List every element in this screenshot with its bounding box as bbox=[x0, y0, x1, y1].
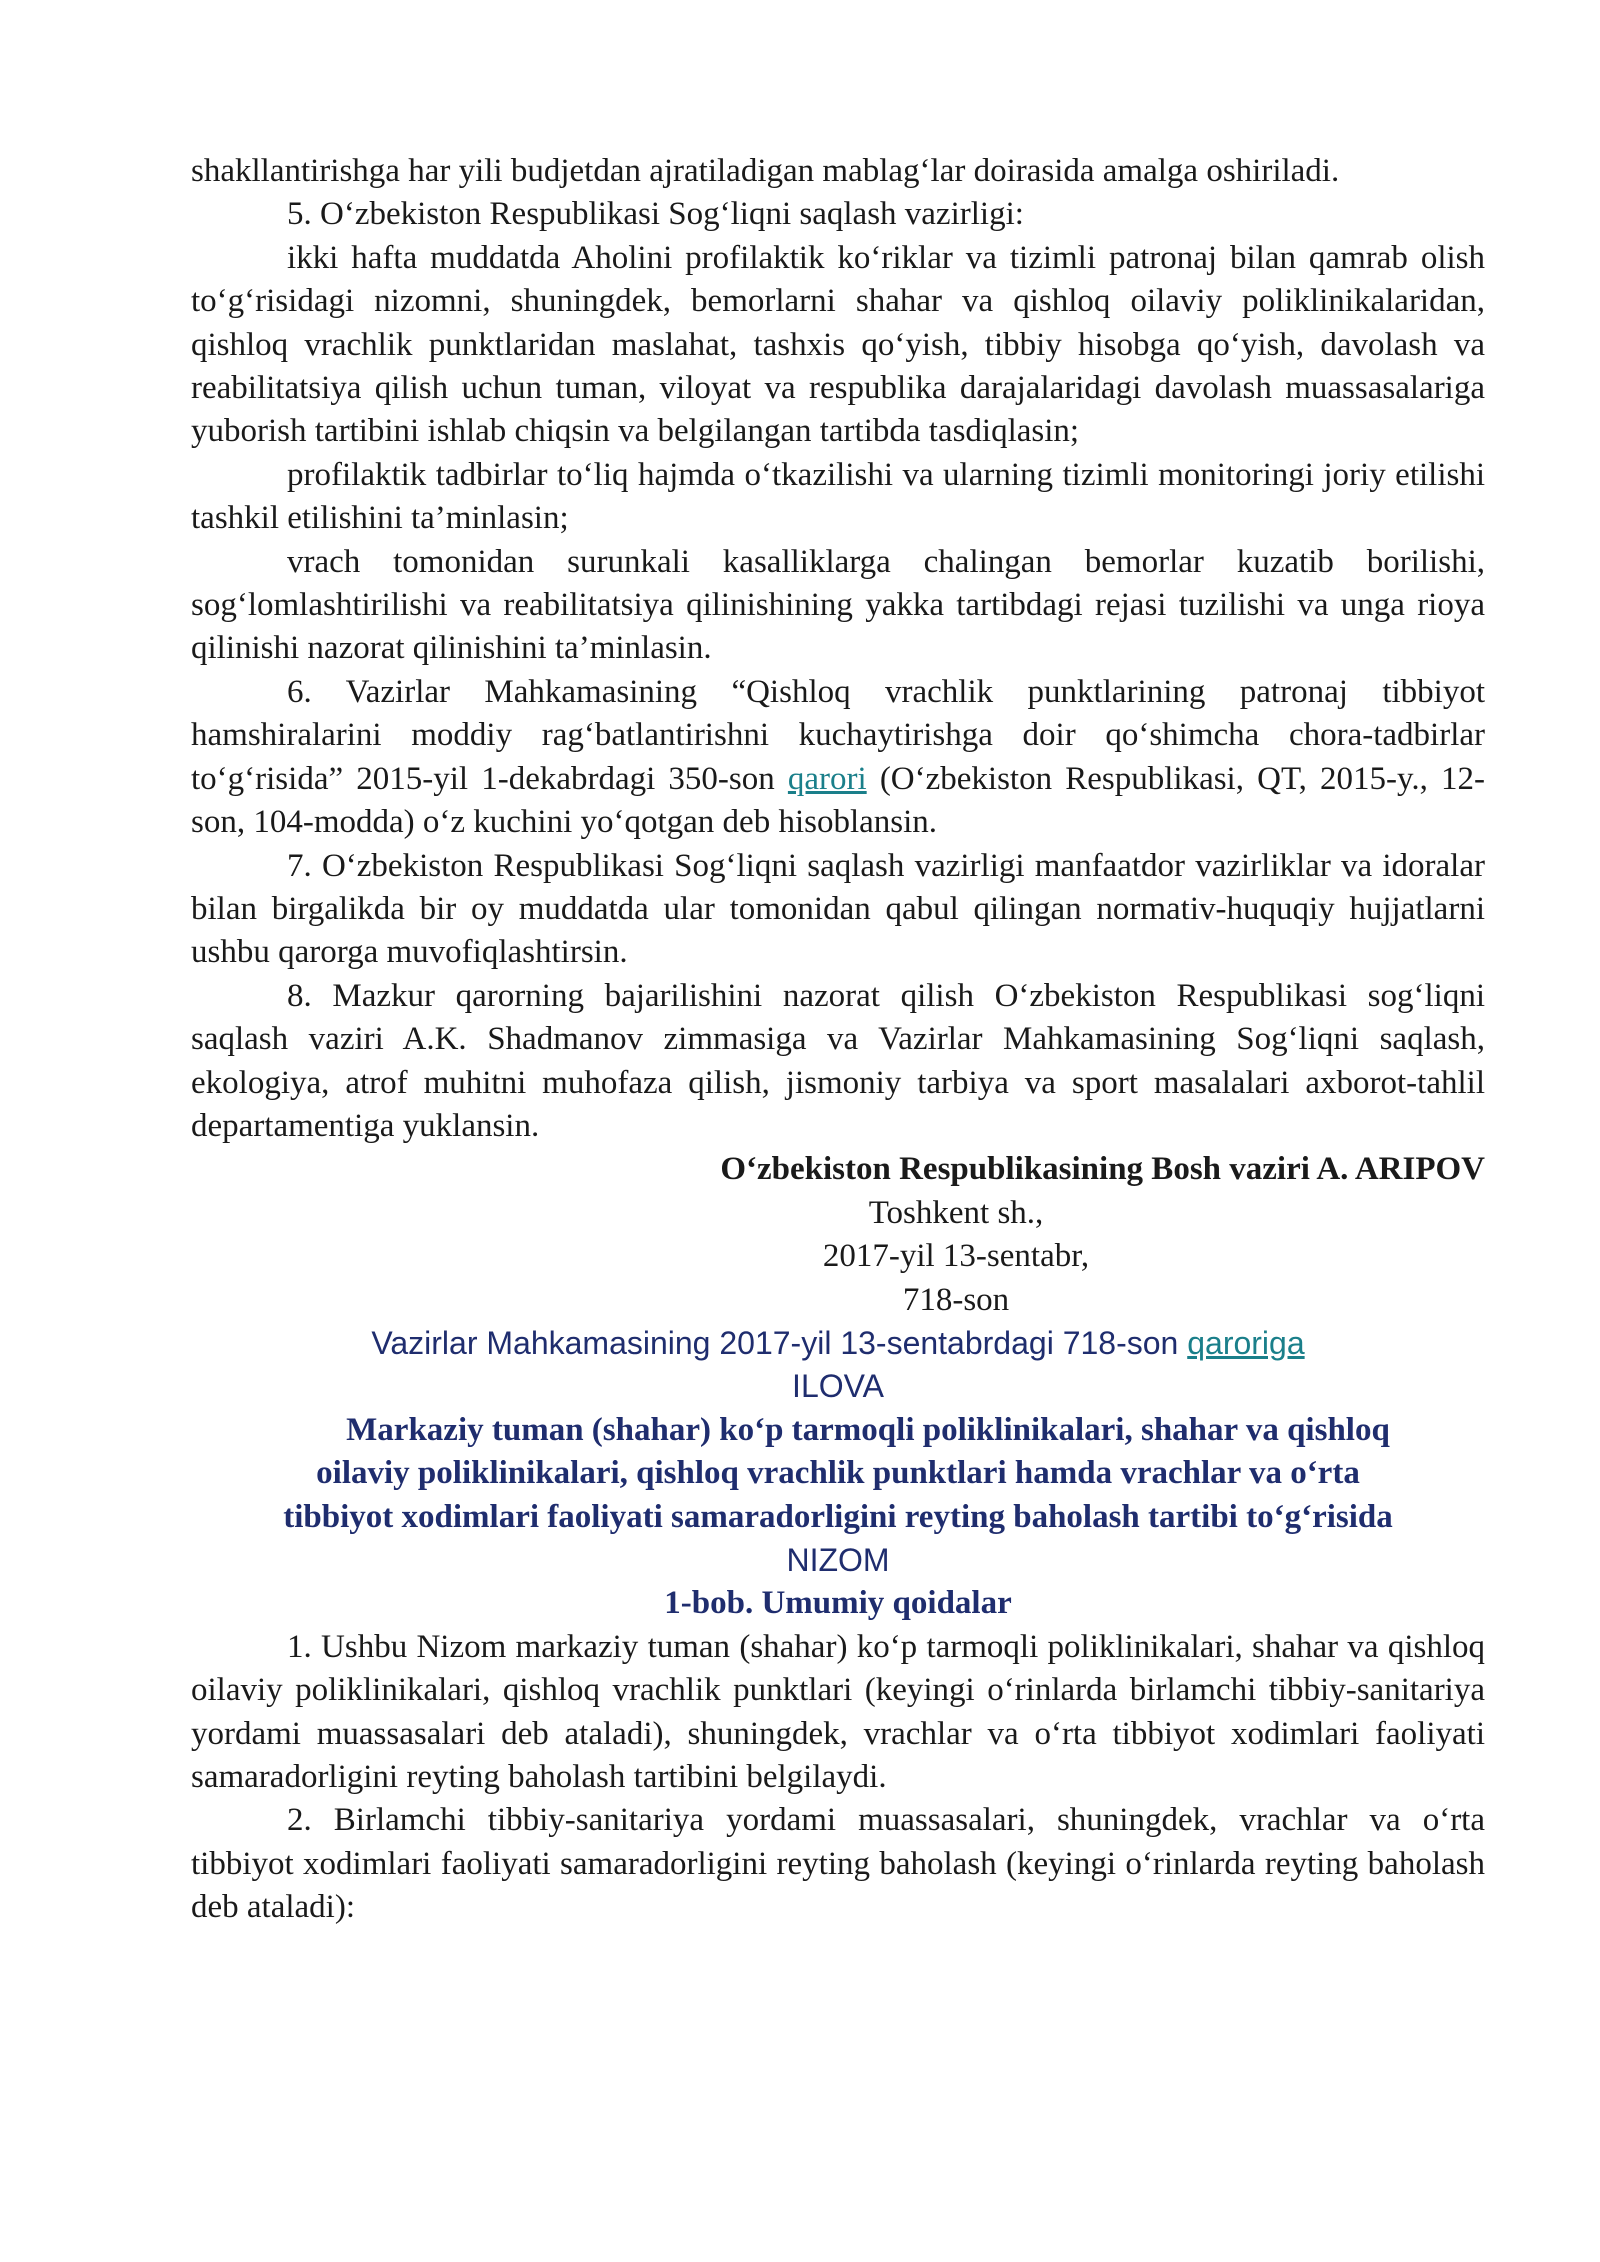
signature-place: Toshkent sh., bbox=[868, 1194, 1044, 1231]
signature-number: 718-son bbox=[902, 1281, 1010, 1318]
appendix-title-line-1: Markaziy tuman (shahar) ko‘p tarmoqli poliklinikalari, shahar va qishloq bbox=[346, 1411, 1390, 1448]
chapter-heading: 1-bob. Umumiy qoidalar bbox=[664, 1585, 1012, 1622]
paragraph-5-item-c: vrach tomonidan surunkali kasalliklarga chalingan bemorlar kuzatib borilishi, sog‘lomlashtirilishi va reabilitatsiya qilinishining yakka tartibdagi rejasi tuzilishi va unga rioya qilinishi nazorat qilinishini ta’minlasin. bbox=[191, 543, 1485, 667]
paragraph-6 bbox=[191, 671, 1485, 845]
signature-date: 2017-yil 13-sentabr, bbox=[822, 1238, 1090, 1275]
document-type: NIZOM bbox=[786, 1542, 890, 1578]
paragraph-5-item-b: profilaktik tadbirlar to‘liq hajmda o‘tkazilishi va ularning tizimli monitoringi joriy etilishi tashkil etilishini ta’minlasin; bbox=[191, 456, 1485, 537]
paragraph-7: 7. O‘zbekiston Respublikasi Sog‘liqni saqlash vazirligi manfaatdor vazirliklar va idoralar bilan birgalikda bir oy muddatda ular tomonidan qabul qilingan normativ-huquqiy hujjatlarni ushbu qarorga muvofiqlashtirsin. bbox=[191, 847, 1485, 971]
paragraph-5-heading: 5. O‘zbekiston Respublikasi Sog‘liqni saqlash vazirligi: bbox=[287, 196, 1024, 233]
paragraph-6-text-before: 6. Vazirlar Mahkamasining “Qishloq vrachlik punktlarining patronaj tibbiyot hamshiralarini moddiy rag‘batlantirishni kuchaytirishga doir qo‘shimcha chora-tadbirlar to‘g‘risida” 2015-yil 1-dekabrdagi 350-son bbox=[191, 673, 1485, 797]
paragraph-continuation: shakllantirishga har yili budjetdan ajratiladigan mablag‘lar doirasida amalga oshiriladi. bbox=[191, 153, 1340, 189]
document-page bbox=[191, 150, 1485, 1930]
signature-line: O‘zbekiston Respublikasining Bosh vaziri A. ARIPOV bbox=[720, 1151, 1485, 1188]
appendix-title-line-2: oilaviy poliklinikalari, qishloq vrachlik punktlari hamda vrachlar va o‘rta bbox=[316, 1455, 1360, 1492]
paragraph-6-text-after: (O‘zbekiston Respublikasi, QT, 2015-y., 12-son, 104-modda) o‘z kuchini yo‘qotgan deb hisoblansin. bbox=[191, 760, 1486, 841]
qaroriga-link[interactable]: qaroriga bbox=[1187, 1324, 1305, 1361]
qarori-link[interactable]: qarori bbox=[787, 760, 867, 797]
appendix-title-line-3: tibbiyot xodimlari faoliyati samaradorligini reyting baholash tartibi to‘g‘risida bbox=[283, 1498, 1393, 1535]
paragraph-5-item-a: ikki hafta muddatda Aholini profilaktik ko‘riklar va tizimli patronaj bilan qamrab olish to‘g‘risidagi nizomni, shuningdek, bemorlarni shahar va qishloq oilaviy poliklinikalaridan, qishloq vrachlik punktlaridan maslahat, tashxis qo‘yish, tibbiy hisobga qo‘yish, davolash va reabilitatsiya qilish uchun tuman, viloyat va respublika darajalaridagi davolash muassasalariga yuborish tartibini ishlab chiqsin va belgilangan tartibda tasdiqlasin; bbox=[191, 239, 1485, 450]
nizom-paragraph-1: 1. Ushbu Nizom markaziy tuman (shahar) ko‘p tarmoqli poliklinikalari, shahar va qishloq oilaviy poliklinikalari, qishloq vrachlik punktlari (keyingi o‘rinlarda birlamchi tibbiy-sanitariya yordami muassasalari deb ataladi), shuningdek, vrachlar va o‘rta tibbiyot xodimlari faoliyati samaradorligini reyting baholash tartibini belgilaydi. bbox=[191, 1628, 1485, 1796]
appendix-label: ILOVA bbox=[792, 1368, 884, 1405]
appendix-reference bbox=[191, 1322, 1485, 1365]
nizom-paragraph-2: 2. Birlamchi tibbiy-sanitariya yordami muassasalari, shuningdek, vrachlar va o‘rta tibbiyot xodimlari faoliyati samaradorligini reyting baholash (keyingi o‘rinlarda reyting baholash deb ataladi): bbox=[191, 1802, 1485, 1926]
appendix-reference-text: Vazirlar Mahkamasining 2017-yil 13-sentabrdagi 718-son bbox=[371, 1324, 1188, 1361]
paragraph-8: 8. Mazkur qarorning bajarilishini nazorat qilish O‘zbekiston Respublikasi sog‘liqni saqlash vaziri A.K. Shadmanov zimmasiga va Vazirlar Mahkamasining Sog‘liqni saqlash, ekologiya, atrof muhitni muhofaza qilish, jismoniy tarbiya va sport masalalari axborot-tahlil departamentiga yuklansin. bbox=[191, 977, 1485, 1144]
